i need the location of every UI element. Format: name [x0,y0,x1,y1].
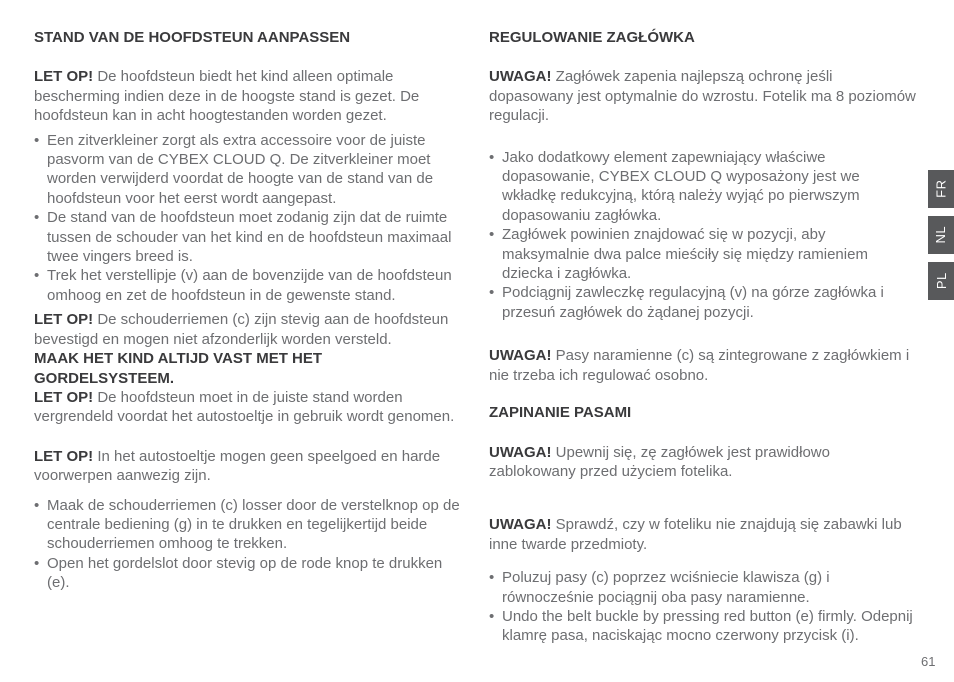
warning-text: Upewnij się, zę zagłówek jest prawidłowo zablokowany przed użyciem fotelika. [489,443,830,480]
column-dutch [34,28,466,593]
language-tab-pl[interactable] [928,262,954,300]
language-tab-label: FR [933,179,949,199]
list-item: • Open het gordelslot door stevig op de rode knop te drukken (e). [34,554,466,593]
list-item: • Undo the belt buckle by pressing red button (e) firmly. Odepnij klamrę pasa, naciskając mocno czerwony przycisk (i). [489,607,917,646]
language-tab-fr[interactable] [928,170,954,208]
language-tab-nl[interactable] [928,216,954,254]
warning-label: UWAGA! [489,68,552,86]
bullet-list [489,568,917,646]
warning-paragraph [34,67,466,125]
list-item: • Jako dodatkowy element zapewniający właściwe dopasowanie, CYBEX CLOUD Q wyposażony jest we wkładkę redukcyjną, którą należy wyjąć po pierwszym dopasowaniu zagłówka. [489,148,917,226]
list-item: • Podciągnij zawleczkę regulacyjną (v) na górze zagłówka i przesuń zagłówek do żądanej pozycji. [489,283,917,322]
warning-label: LET OP! [34,388,94,406]
warning-label: LET OP! [34,68,94,86]
warning-paragraph [34,388,466,427]
warning-paragraph [489,515,917,554]
list-item: • Zagłówek powinien znajdować się w pozycji, aby maksymalnie dwa palce mieściły się między ramieniem dziecka i zagłówka. [489,225,917,283]
section-heading-headrest-nl: STAND VAN DE HOOFDSTEUN AANPASSEN [34,29,351,46]
bullet-list [34,496,466,593]
warning-paragraph [489,346,917,385]
language-tab-label: PL [933,272,949,290]
warning-paragraph [489,67,917,125]
warning-text: De hoofdsteun biedt het kind alleen optimale bescherming indien deze in de hoogste stand is gezet. De hoofdsteun kan in acht hoogtestanden worden gezet. [34,68,420,125]
list-item: • Maak de schouderriemen (c) losser door de verstelknop op de centrale bediening (g) in te drukken en tegelijkertijd beide schouderriemen omhoog te trekken. [34,496,466,554]
warning-label: UWAGA! [489,443,552,461]
section-heading-headrest-pl: REGULOWANIE ZAGŁÓWKA [489,29,695,46]
warning-paragraph [34,310,466,349]
warning-paragraph [489,443,917,482]
warning-text: Pasy naramienne (c) są zintegrowane z zagłówkiem i nie trzeba ich regulować osobno. [489,347,910,384]
warning-text: Zagłówek zapenia najlepszą ochronę jeśli dopasowany jest optymalnie do wzrostu. Fotelik ma 8 poziomów regulacji. [489,68,916,125]
list-item: • Trek het verstellipje (v) aan de bovenzijde van de hoofdsteun omhoog en zet de hoofdsteun in de gewenste stand. [34,266,466,305]
warning-paragraph [34,447,466,486]
section-heading-harness-pl: ZAPINANIE PASAMI [489,404,632,422]
warning-text: De hoofdsteun moet in de juiste stand worden vergrendeld voordat het autostoeltje in gebruik wordt genomen. [34,388,455,426]
warning-label: UWAGA! [489,516,552,534]
page-number: 61 [921,654,936,669]
column-polish [489,28,917,646]
list-item: • De stand van de hoofdsteun moet zodanig zijn dat de ruimte tussen de schouder van het kind en de hoofdsteun maximaal twee vingers breed is. [34,208,466,266]
warning-label: LET OP! [34,447,94,465]
section-heading-harness-nl: MAAK HET KIND ALTIJD VAST MET HET GORDELSYSTEEM. [34,350,323,387]
bullet-list [489,148,917,323]
list-item: • Een zitverkleiner zorgt als extra accessoire voor de juiste pasvorm van de CYBEX CLOUD Q. De zitverkleiner moet worden verwijderd voordat de hoogte van de stand van de hoofdsteun voor het eerst wordt aangepast. [34,131,466,209]
warning-text: In het autostoeltje mogen geen speelgoed en harde voorwerpen aanwezig zijn. [34,447,441,485]
language-tab-label: NL [933,226,949,244]
warning-label: UWAGA! [489,347,552,365]
warning-text: Sprawdź, czy w foteliku nie znajdują się zabawki lub inne twarde przedmioty. [489,516,902,553]
warning-label: LET OP! [34,311,94,329]
list-item: • Poluzuj pasy (c) poprzez wciśniecie klawisza (g) i równocześnie pociągnij oba pasy naramienne. [489,568,917,607]
warning-text: De schouderriemen (c) zijn stevig aan de hoofdsteun bevestigd en mogen niet afzonderlijk worden versteld. [34,311,449,348]
bullet-list [34,131,466,306]
